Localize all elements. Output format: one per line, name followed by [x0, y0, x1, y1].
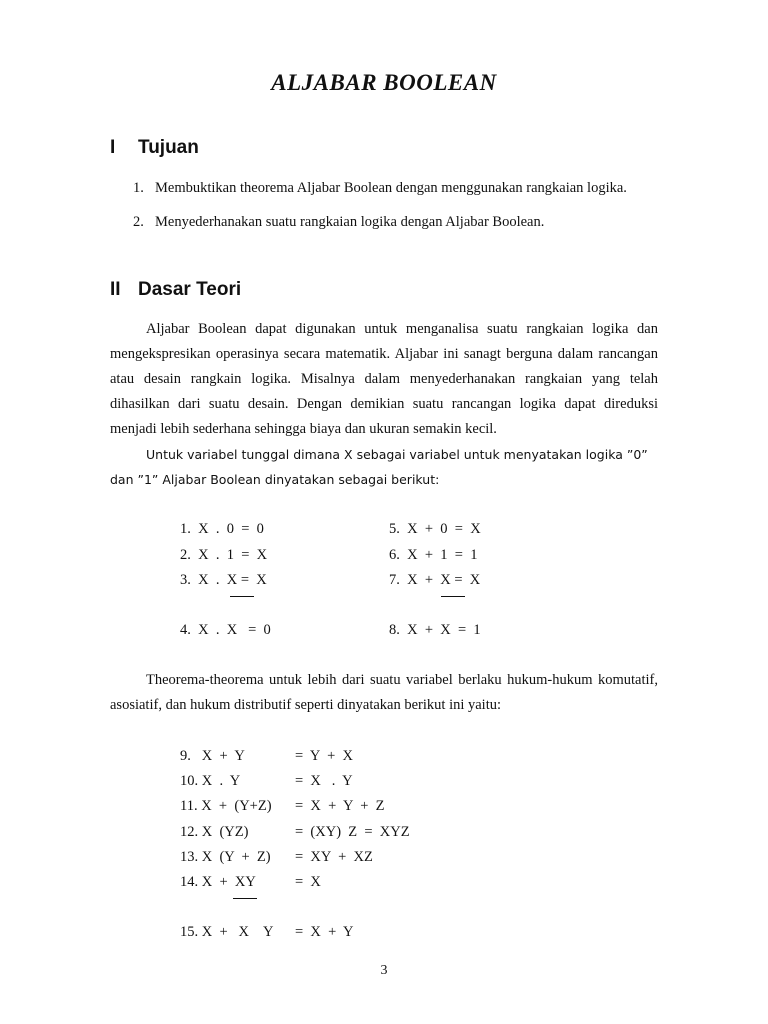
theorem-12-lhs: 12. X (YZ) [180, 824, 249, 840]
theorem-11-rhs: = X + Y + Z [295, 798, 385, 814]
theorem-13-rhs: = XY + XZ [295, 849, 373, 865]
page-title: ALJABAR BOOLEAN [271, 70, 497, 95]
overbar [230, 596, 254, 597]
theorem-14-rhs: = X [295, 874, 321, 890]
paragraph-text: Theorema-theorema untuk lebih dari suatu variabel berlaku hukum-hukum komutatif, asosiatif, dan hukum distributif seperti dinyatakan berikut ini yaitu: [110, 672, 658, 713]
theorem-15-lhs: 15. X + X Y [180, 924, 274, 940]
theorem-12-rhs: = (XY) Z = XYZ [295, 824, 410, 840]
theorem-9-rhs: = Y + X [295, 748, 353, 764]
section-heading-tujuan [110, 137, 199, 159]
law-8: 8. X + X = 1 [389, 622, 481, 638]
list-item [133, 180, 663, 216]
theorem-10-lhs: 10. X . Y [180, 773, 241, 789]
theorem-11-lhs: 11. X + (Y+Z) [180, 798, 272, 814]
overbar [233, 898, 257, 899]
law-7: 7. X + X = X [389, 572, 481, 588]
paragraph-line: dan ”1” Aljabar Boolean dinyatakan sebagai berikut: [110, 472, 440, 487]
theorem-13-lhs: 13. X (Y + Z) [180, 849, 271, 865]
list-item [133, 214, 663, 232]
theorem-10-rhs: = X . Y [295, 773, 353, 789]
section-number: I [110, 137, 116, 158]
law-4: 4. X . X = 0 [180, 622, 271, 638]
paragraph-line: Untuk variabel tunggal dimana X sebagai variabel untuk menyatakan logika ”0” [146, 447, 648, 462]
law-6: 6. X + 1 = 1 [389, 547, 478, 563]
list-number: 1. [133, 180, 144, 196]
list-number: 2. [133, 214, 144, 230]
section-title: Dasar Teori [138, 279, 242, 300]
theorem-9-lhs: 9. X + Y [180, 748, 245, 764]
law-1: 1. X . 0 = 0 [180, 521, 264, 537]
paragraph [110, 668, 658, 718]
law-3: 3. X . X = X [180, 572, 267, 588]
paragraph [110, 317, 658, 442]
list-text: Membuktikan theorema Aljabar Boolean dengan menggunakan rangkaian logika. [155, 180, 627, 196]
page-number: 3 [380, 963, 388, 978]
theorem-14-lhs: 14. X + XY [180, 874, 256, 890]
law-5: 5. X + 0 = X [389, 521, 481, 537]
list-text: Menyederhanakan suatu rangkaian logika dengan Aljabar Boolean. [155, 214, 545, 230]
section-title: Tujuan [138, 137, 199, 158]
paragraph-text: Aljabar Boolean dapat digunakan untuk menganalisa suatu rangkaian logika dan mengekspresikan operasinya secara matematik. Aljabar ini sanagt berguna dalam rancangan atau desain rangkain logika. Misalnya dalam menyederhanakan rangkaian yang telah dihasilkan dari suatu desain. Dengan demikian suatu rancangan logika dapat direduksi menjadi lebih sederhana sehingga biaya dan ukuran semakin kecil. [110, 321, 658, 437]
section-heading-dasar-teori [110, 279, 241, 301]
theorem-15-rhs: = X + Y [295, 924, 354, 940]
overbar [441, 596, 465, 597]
section-number: II [110, 279, 121, 300]
law-2: 2. X . 1 = X [180, 547, 268, 563]
